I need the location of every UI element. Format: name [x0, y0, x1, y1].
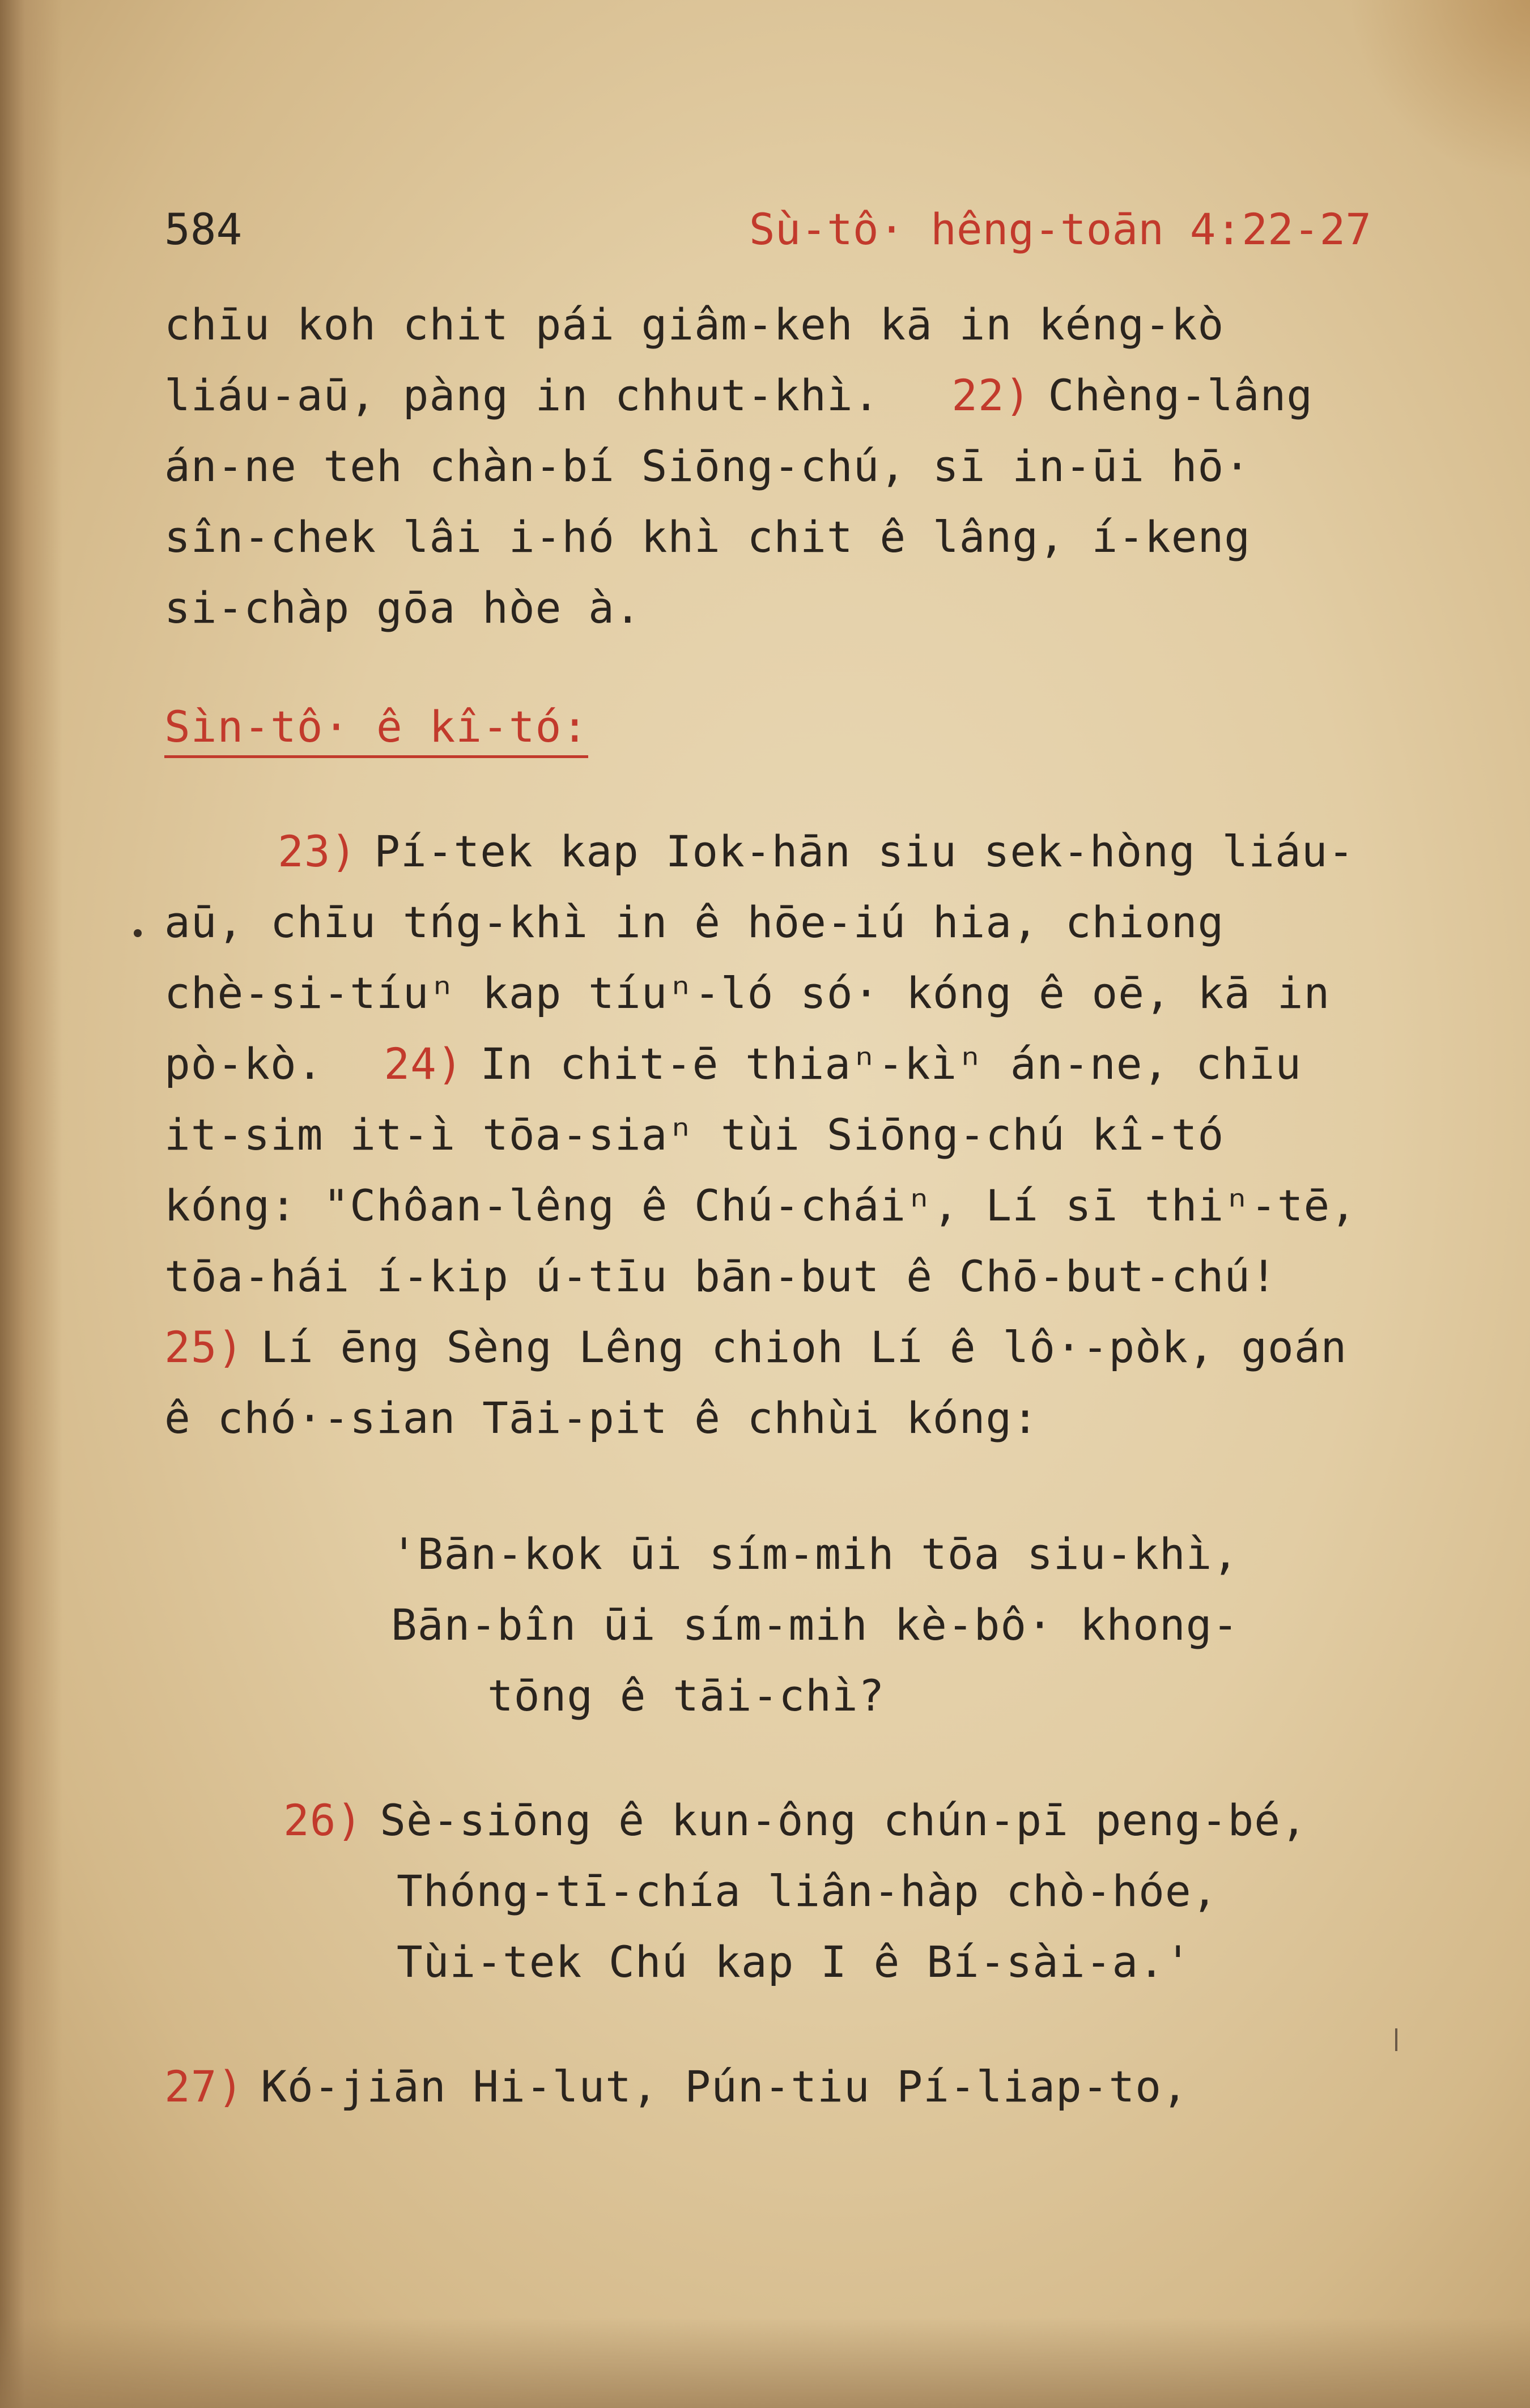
- verse-number: 24): [384, 1039, 464, 1089]
- poem-line: Bān-bîn ūi sím-mih kè-bô· khong-: [391, 1599, 1239, 1650]
- text-fragment: Pí-tek kap Iok-hān siu sek-hòng liáu-: [374, 826, 1355, 877]
- text-fragment: Lí ēng Sèng Lêng chioh Lí ê lô·-pòk, goán: [261, 1322, 1348, 1372]
- text-fragment: Kó-jiān Hi-lut, Pún-tiu Pí-liap-to,: [261, 2061, 1188, 2112]
- text-fragment: liáu-aū, pàng in chhut-khì.: [164, 370, 880, 420]
- text-line: [164, 360, 1313, 431]
- page-edge-shadow: [0, 0, 62, 2408]
- verse-number: 22): [951, 370, 1031, 420]
- poem-line: [283, 1785, 1307, 1856]
- poem-line: tōng ê tāi-chì?: [487, 1670, 885, 1721]
- text-line: ê chó·-sian Tāi-pit ê chhùi kóng:: [164, 1393, 1039, 1443]
- text-line: [164, 1028, 1302, 1099]
- verse-number: 27): [164, 2061, 244, 2112]
- text-fragment: pò-kò.: [164, 1039, 324, 1089]
- text-line: chīu koh chit pái giâm-keh kā in kéng-kò: [164, 299, 1225, 350]
- text-fragment: In chit-ē thiaⁿ-kìⁿ án-ne, chīu: [480, 1039, 1302, 1089]
- text-line: it-sim it-ì tōa-siaⁿ tùi Siōng-chú kî-tó: [164, 1109, 1225, 1160]
- text-line: [164, 1312, 1347, 1382]
- text-fragment: Chèng-lâng: [1048, 370, 1314, 420]
- section-heading: [164, 691, 588, 762]
- text-line: [278, 816, 1354, 887]
- text-line: aū, chīu tńg-khì in ê hōe-iú hia, chiong: [164, 897, 1225, 947]
- text-fragment: Sè-siōng ê kun-ông chún-pī peng-bé,: [380, 1795, 1307, 1845]
- poem-line: Thóng-tī-chía liân-hàp chò-hóe,: [397, 1866, 1218, 1916]
- poem-line: Tùi-tek Chú kap I ê Bí-sài-a.': [397, 1937, 1192, 1987]
- section-heading-text: Sìn-tô· ê kî-tó:: [164, 701, 588, 758]
- page-header: [164, 204, 1371, 266]
- page-bottom-shadow: [0, 2317, 1530, 2408]
- verse-number: 23): [278, 826, 358, 877]
- verse-number: 25): [164, 1322, 244, 1372]
- text-line: [164, 2051, 1188, 2122]
- text-line: án-ne teh chàn-bí Siōng-chú, sī in-ūi hō·: [164, 441, 1251, 491]
- text-line: tōa-hái í-kip ú-tīu bān-but ê Chō-but-chú!: [164, 1251, 1277, 1301]
- verse-number: 26): [283, 1795, 363, 1845]
- text-line: kóng: "Chôan-lêng ê Chú-cháiⁿ, Lí sī thiⁿ-tē,: [164, 1180, 1357, 1231]
- page-number: 584: [164, 204, 243, 254]
- text-line: si-chàp gōa hòe à.: [164, 582, 641, 633]
- running-title: Sù-tô· hêng-toān 4:22-27: [749, 204, 1371, 254]
- ink-dot: [134, 929, 142, 937]
- poem-line: 'Bān-kok ūi sím-mih tōa siu-khì,: [391, 1529, 1239, 1579]
- page-stain: [1349, 0, 1530, 181]
- pencil-mark: [1395, 2028, 1397, 2051]
- text-line: sîn-chek lâi i-hó khì chit ê lâng, í-keng: [164, 512, 1251, 562]
- text-line: chè-si-tíuⁿ kap tíuⁿ-ló só· kóng ê oē, kā in: [164, 968, 1331, 1018]
